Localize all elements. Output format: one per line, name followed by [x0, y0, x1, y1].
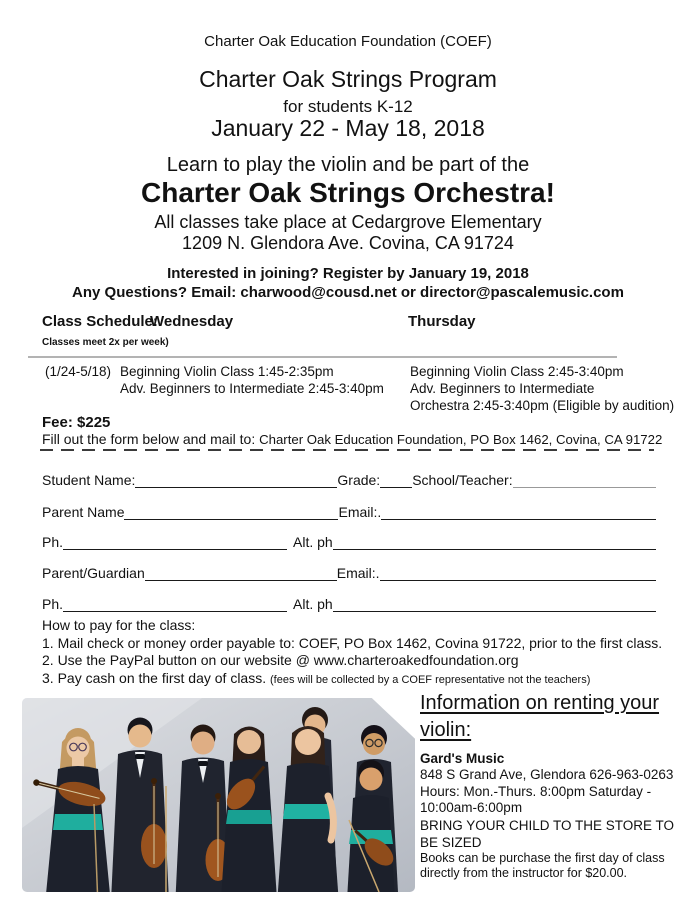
- payment-option-3-note: (fees will be collected by a COEF representative not the teachers): [270, 673, 591, 686]
- thursday-class-1: Beginning Violin Class 2:45-3:40pm: [410, 364, 624, 379]
- schedule-column-wednesday: Wednesday: [150, 313, 234, 330]
- renting-title: Information on renting your violin:: [420, 692, 660, 741]
- payment-option-3-text: 3. Pay cash on the first day of class.: [42, 669, 270, 686]
- cut-line: [40, 449, 654, 451]
- store-address: 848 S Grand Ave, Glendora 626-963-0263: [420, 767, 674, 782]
- email-label-2: Email:.: [336, 565, 380, 581]
- email-line-2: [380, 564, 656, 581]
- tagline: Learn to play the violin and be part of the: [166, 154, 530, 176]
- grade-label: Grade:: [337, 472, 381, 488]
- register-deadline: Interested in joining? Register by January 19, 2018: [167, 265, 529, 282]
- alt-phone-line-2: [333, 595, 656, 612]
- store-hours-line1: Hours: Mon.-Thurs. 8:00pm Saturday -: [420, 783, 652, 799]
- sizing-notice: BRING YOUR CHILD TO THE STORE TO BE SIZED: [420, 817, 675, 850]
- form-row-phone-2: [42, 594, 656, 612]
- thursday-classes: [410, 363, 674, 414]
- class-address: 1209 N. Glendora Ave. Covina, CA 91724: [182, 233, 514, 253]
- students-photo: [22, 698, 415, 892]
- parent-name-line: [124, 503, 338, 520]
- alt-phone-line-1: [333, 533, 656, 550]
- audience-line: for students K-12: [283, 97, 413, 116]
- phone-line-2: [63, 595, 287, 612]
- grade-line: [380, 471, 412, 488]
- student-name-line: [135, 471, 337, 488]
- store-name: Gard's Music: [420, 751, 505, 766]
- alt-phone-label-1: Alt. ph: [293, 534, 333, 550]
- school-teacher-label: School/Teacher:: [412, 472, 513, 488]
- program-dates: January 22 - May 18, 2018: [211, 115, 485, 141]
- form-row-guardian: [42, 563, 656, 581]
- schedule-note: Classes meet 2x per week): [42, 337, 169, 348]
- schedule-heading: Class Schedule:: [42, 313, 158, 330]
- mail-address: Charter Oak Education Foundation, PO Box 1462, Covina, CA 91722: [259, 432, 663, 447]
- phone-line-1: [63, 533, 287, 550]
- mail-instructions: [42, 431, 662, 447]
- form-row-parent: [42, 502, 656, 520]
- orchestra-title: Charter Oak Strings Orchestra!: [141, 177, 555, 208]
- email-label-1: Email:.: [338, 504, 382, 520]
- parent-name-label: Parent Name: [42, 504, 125, 520]
- alt-phone-label-2: Alt. ph: [293, 596, 333, 612]
- parent-guardian-line: [145, 564, 337, 581]
- wednesday-class-1: Beginning Violin Class 1:45-2:35pm: [120, 364, 334, 379]
- renting-section: [420, 690, 692, 881]
- program-title: Charter Oak Strings Program: [199, 66, 497, 92]
- email-line-1: [381, 503, 656, 520]
- books-info: Books can be purchase the first day of class directly from the instructor for $20.00.: [420, 850, 665, 880]
- thursday-class-2: Adv. Beginners to Intermediate: [410, 381, 595, 396]
- wednesday-classes: [120, 363, 384, 397]
- school-teacher-line: [513, 471, 656, 488]
- mail-instructions-intro: Fill out the form below and mail to:: [42, 431, 260, 447]
- thursday-class-3: Orchestra 2:45-3:40pm (Eligible by audition): [410, 398, 675, 413]
- schedule-date-range: (1/24-5/18): [45, 364, 112, 379]
- class-location: All classes take place at Cedargrove Elementary: [154, 212, 542, 232]
- student-name-label: Student Name:: [42, 472, 136, 488]
- schedule-divider: [28, 356, 617, 358]
- form-row-student: [42, 470, 656, 488]
- schedule-column-thursday: Thursday: [408, 313, 476, 330]
- form-row-phone-1: [42, 532, 656, 550]
- payment-heading: How to pay for the class:: [42, 617, 196, 633]
- payment-section: [42, 617, 672, 689]
- phone-label-1: Ph.: [42, 534, 64, 550]
- contact-emails: Any Questions? Email: charwood@cousd.net or director@pascalemusic.com: [72, 284, 624, 301]
- payment-option-3: [42, 670, 672, 690]
- phone-label-2: Ph.: [42, 596, 64, 612]
- wednesday-class-2: Adv. Beginners to Intermediate 2:45-3:40pm: [120, 381, 384, 396]
- parent-guardian-label: Parent/Guardian: [42, 565, 145, 581]
- store-hours-line2: 10:00am-6:00pm: [420, 800, 523, 815]
- payment-option-1: 1. Mail check or money order payable to: COEF, PO Box 1462, Covina 91722, prior to the first class.: [42, 634, 663, 651]
- organization-name: Charter Oak Education Foundation (COEF): [204, 33, 492, 50]
- payment-option-2: 2. Use the PayPal button on our website @ www.charteroakedfoundation.org: [42, 652, 519, 668]
- orchestra-students-illustration: [22, 698, 415, 892]
- fee-amount: Fee: $225: [42, 414, 111, 431]
